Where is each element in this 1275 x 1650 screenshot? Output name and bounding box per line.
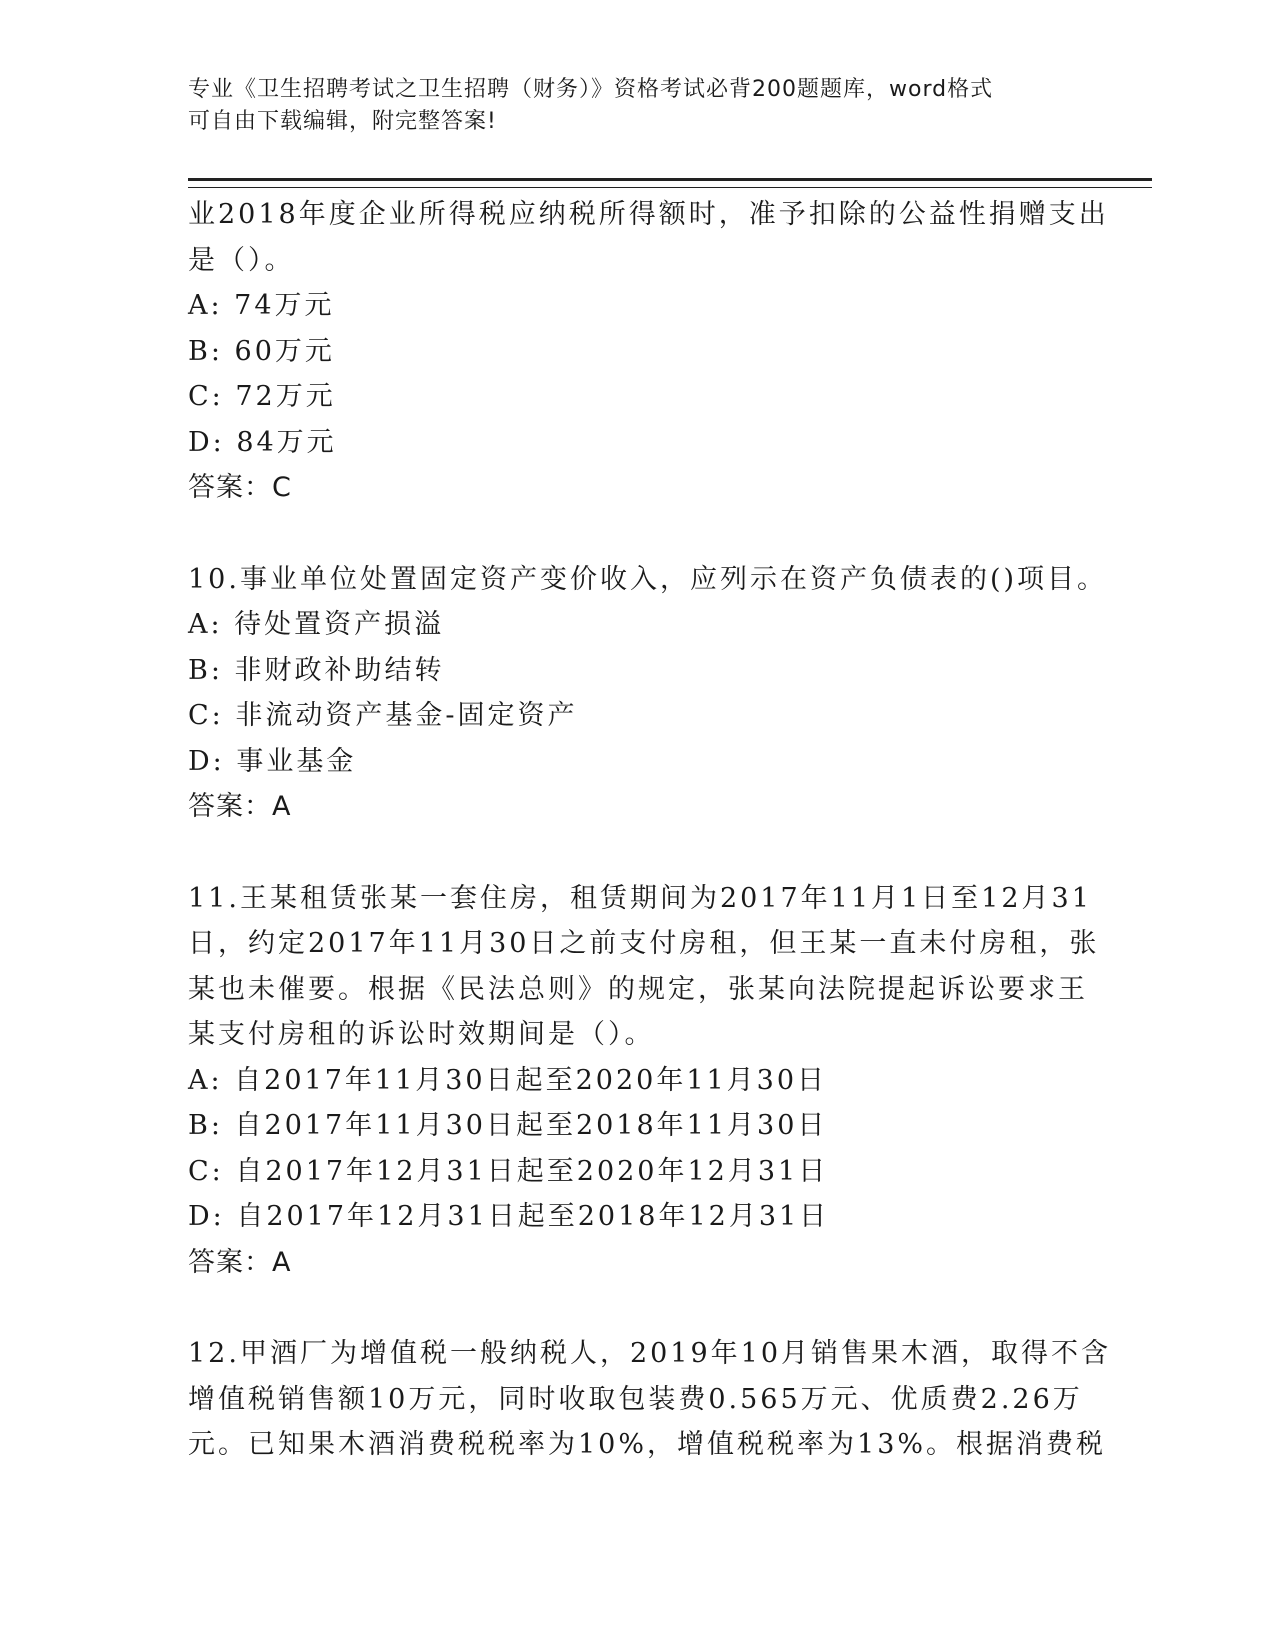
question-10 xyxy=(188,557,1108,830)
option-a: A: 自2017年11月30日起至2020年11月30日 xyxy=(188,1064,828,1096)
option-d: D: 84万元 xyxy=(188,426,337,458)
question-stem-line: 元。已知果木酒消费税税率为10%，增值税税率为13%。根据消费税 xyxy=(188,1429,1107,1460)
question-stem-line: 业2018年度企业所得税应纳税所得额时，准予扣除的公益性捐赠支出 xyxy=(188,199,1109,230)
question-stem-line: 日，约定2017年11月30日之前支付房租，但王某一直未付房租，张 xyxy=(188,928,1100,959)
header-title-line-2: 可自由下载编辑，附完整答案! xyxy=(188,109,497,134)
question-12 xyxy=(188,1331,1112,1468)
option-c: C: 72万元 xyxy=(188,381,336,412)
question-stem-line: 某也未催要。根据《民法总则》的规定，张某向法院提起诉讼要求王 xyxy=(188,973,1088,1005)
option-c: C: 非流动资产基金-固定资产 xyxy=(188,700,578,731)
answer-line: 答案：C xyxy=(188,472,292,503)
question-11 xyxy=(188,876,1100,1286)
option-b: B: 60万元 xyxy=(188,335,335,367)
option-b: B: 自2017年11月30日起至2018年11月30日 xyxy=(188,1110,828,1141)
option-a: A: 待处置资产损溢 xyxy=(188,609,445,640)
question-stem-line: 是（）。 xyxy=(188,244,295,276)
question-stem-line: 11.王某租赁张某一套住房，租赁期间为2017年11月1日至12月31 xyxy=(188,882,1092,914)
question-stem-line: 10.事业单位处置固定资产变价收入，应列示在资产负债表的()项目。 xyxy=(188,563,1108,595)
header-divider xyxy=(188,178,1152,188)
option-d: D: 自2017年12月31日起至2018年12月31日 xyxy=(188,1201,830,1232)
option-d: D: 事业基金 xyxy=(188,745,357,777)
question-9 xyxy=(188,192,1109,511)
answer-line: 答案：A xyxy=(188,1246,292,1278)
document-body xyxy=(188,192,1112,1468)
option-b: B: 非财政补助结转 xyxy=(188,654,445,686)
question-stem-line: 某支付房租的诉讼时效期间是（）。 xyxy=(188,1019,655,1050)
option-a: A: 74万元 xyxy=(188,290,335,321)
question-stem-line: 12.甲酒厂为增值税一般纳税人，2019年10月销售果木酒，取得不含 xyxy=(188,1338,1112,1369)
question-stem-line: 增值税销售额10万元，同时收取包装费0.565万元、优质费2.26万 xyxy=(188,1383,1083,1415)
header-title-line-1: 专业《卫生招聘考试之卫生招聘（财务）》资格考试必背200题题库，word格式 xyxy=(188,77,994,102)
option-c: C: 自2017年12月31日起至2020年12月31日 xyxy=(188,1155,829,1187)
answer-line: 答案：A xyxy=(188,791,292,822)
document-header xyxy=(188,74,1068,138)
